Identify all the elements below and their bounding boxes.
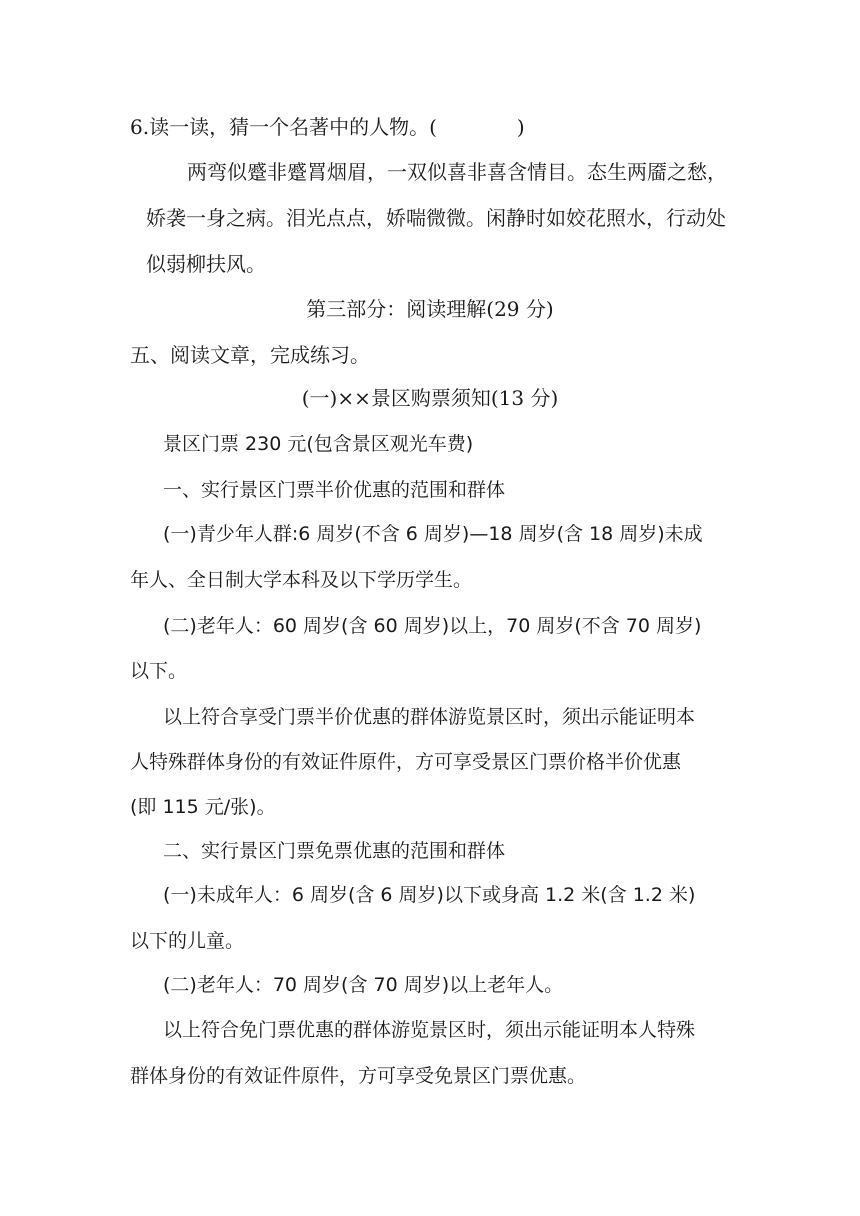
passage-line-1: 两弯似蹙非蹙罥烟眉，一双似喜非喜含情目。态生两靥之愁， <box>187 160 727 184</box>
question-6 <box>130 113 525 141</box>
free-elderly-line: (二)老年人：70 周岁(含 70 周岁)以上老年人。 <box>163 974 564 996</box>
free-minor-line-1: (一)未成年人：6 周岁(含 6 周岁)以下或身高 1.2 米(含 1.2 米) <box>163 884 696 906</box>
ticket-price-line: 景区门票 230 元(包含景区观光车费) <box>163 433 474 455</box>
question-6-close-paren: ) <box>516 115 525 139</box>
half-price-youth-line-2: 年人、全日制大学本科及以下学历学生。 <box>130 569 473 591</box>
question-6-prompt: 6.读一读，猜一个名著中的人物。( <box>130 115 437 139</box>
free-minor-line-2: 以下的儿童。 <box>130 930 245 952</box>
half-price-note-line-3: (即 115 元/张)。 <box>130 796 276 818</box>
half-price-elderly-line-1: (二)老年人：60 周岁(含 60 周岁)以上，70 周岁(不含 70 周岁) <box>163 615 702 637</box>
passage-line-2: 娇袭一身之病。泪光点点，娇喘微微。闲静时如姣花照水，行动处 <box>146 206 726 230</box>
section-3-title: 第三部分：阅读理解(29 分) <box>306 297 554 321</box>
free-note-line-2: 群体身份的有效证件原件，方可享受免景区门票优惠。 <box>130 1065 587 1087</box>
passage-line-3: 似弱柳扶风。 <box>146 252 266 276</box>
half-price-note-line-1: 以上符合享受门票半价优惠的群体游览景区时，须出示能证明本 <box>163 706 696 728</box>
section-5-title: 五、阅读文章，完成练习。 <box>130 343 370 367</box>
half-price-elderly-line-2: 以下。 <box>130 660 188 682</box>
half-price-heading: 一、实行景区门票半价优惠的范围和群体 <box>163 479 506 501</box>
half-price-youth-line-1: (一)青少年人群:6 周岁(不含 6 周岁)—18 周岁(含 18 周岁)未成 <box>163 523 703 545</box>
free-note-line-1: 以上符合免门票优惠的群体游览景区时，须出示能证明本人特殊 <box>163 1019 696 1041</box>
article-1-title: (一)××景区购票须知(13 分) <box>301 386 559 410</box>
free-ticket-heading: 二、实行景区门票免票优惠的范围和群体 <box>163 840 506 862</box>
half-price-note-line-2: 人特殊群体身份的有效证件原件，方可享受景区门票价格半价优惠 <box>130 751 682 773</box>
